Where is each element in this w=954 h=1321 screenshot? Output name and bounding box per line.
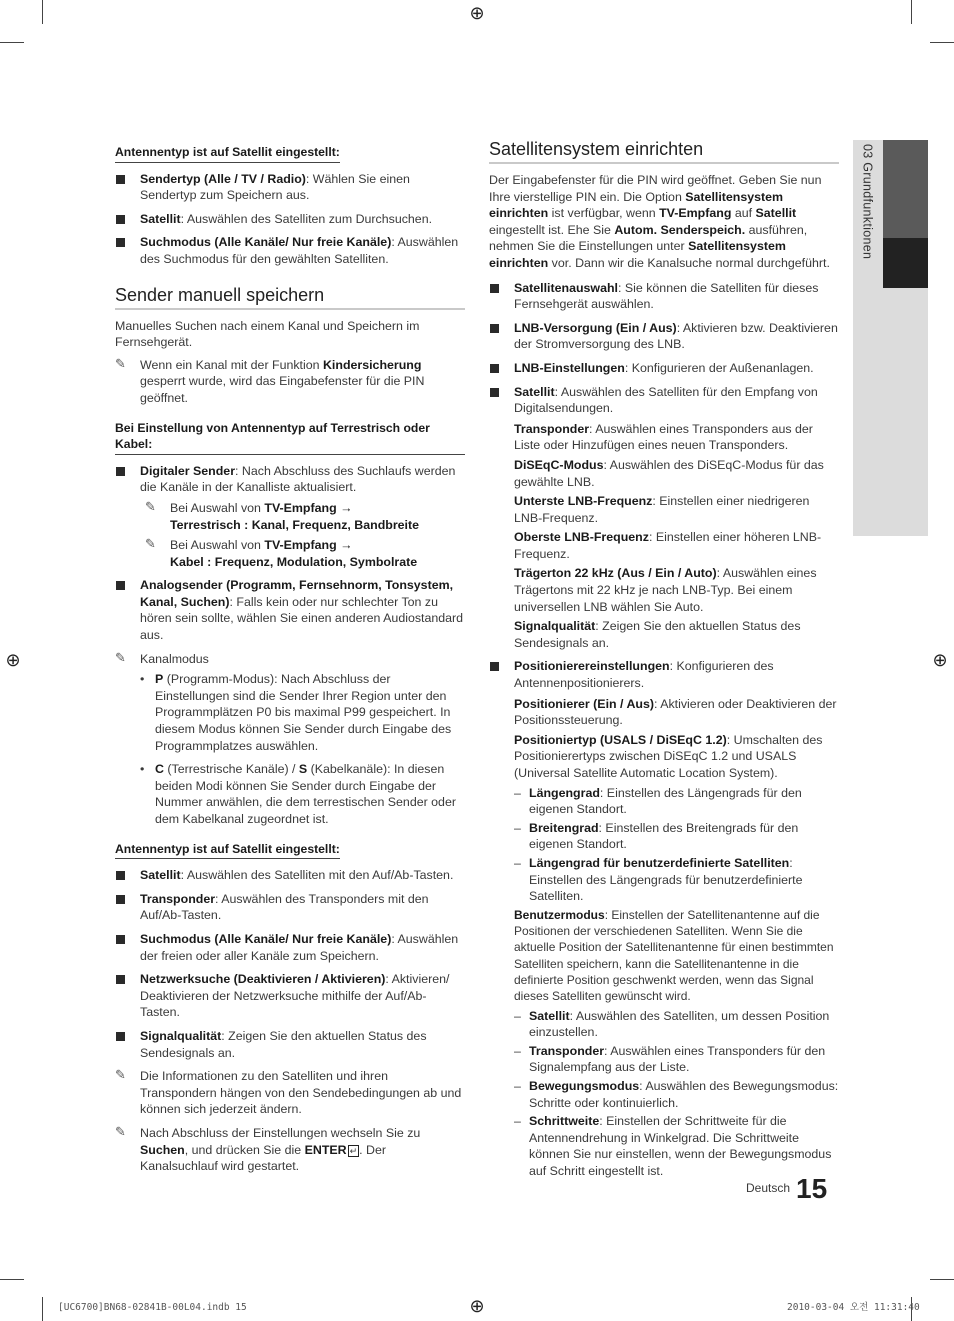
subheading: Antennentyp ist auf Satellit eingestellt: — [115, 144, 340, 163]
dot-item: • C (Terrestrische Kanäle) / S (Kabelkanäle): In diesen beiden Modi können Sie Sender durch Eingabe der Nummer anwählen, die dem terrestischen Sender oder dem Kabelkanal zugeordnet ist. — [140, 762, 456, 826]
dot-item: • P (Programm-Modus): Nach Abschluss der Einstellungen sind die Sender Ihrer Region unter den Programmplätzen P0 bis maximal P99 gespeichert. In diesem Modus können Sie Sender durch Eingabe des Programmplatzes auswählen. — [140, 672, 452, 753]
sub-item: DiSEqC-Modus: Auswählen des DiSEqC-Modus für das gewählte LNB. — [514, 457, 824, 489]
registration-mark-icon: ⊕ — [932, 650, 948, 670]
bullet-item: Positionierereinstellungen: Konfigurieren des Antennenpositionierers. — [489, 658, 839, 691]
left-column — [115, 138, 465, 1182]
dash-item: – Satellit: Auswählen des Satelliten, um dessen Position einzustellen. — [514, 1008, 830, 1040]
registration-mark-icon: ⊕ — [469, 3, 485, 23]
dash-item: – Breitengrad: Einstellen des Breitengrads für den eigenen Standort. — [514, 820, 799, 852]
bullet-item: Sendertyp (Alle / TV / Radio): Wählen Sie einen Sendertyp zum Speichern aus. — [115, 171, 465, 204]
crop-mark — [930, 42, 954, 43]
chapter-side-tab — [853, 140, 928, 536]
subheading: Bei Einstellung von Antennentyp auf Terrestrisch oder Kabel: — [115, 420, 465, 455]
note: ✎ Bei Auswahl von TV-Empfang → Kabel : Frequenz, Modulation, Symbolrate — [145, 536, 418, 569]
right-column — [489, 138, 839, 1181]
note: ✎ Die Informationen zu den Satelliten und ihren Transpondern hängen von den Sendebedingungen ab und können sich jederzeit ändern. — [115, 1067, 462, 1117]
registration-mark-icon: ⊕ — [469, 1296, 485, 1316]
bullet-item: Digitaler Sender: Nach Abschluss des Suchlaufs werden die Kanäle in der Kanalliste aktualisiert. — [115, 463, 465, 496]
bullet-item: Netzwerksuche (Deaktivieren / Aktivieren): Aktivieren/ Deaktivieren der Netzwerksuche mithilfe der Auf/Ab-Tasten. — [115, 971, 465, 1021]
sub-item: Positioniertyp (USALS / DiSEqC 1.2): Umschalten des Positionierertyps zwischen DiSEqC 1.2 und USALS (Universal Satellite Automatic Location System). — [514, 732, 823, 780]
page-footer — [746, 1173, 828, 1204]
bullet-item: Satellit: Auswählen des Satelliten mit den Auf/Ab-Tasten. — [115, 867, 465, 884]
bullet-item: Satellit: Auswählen des Satelliten zum Durchsuchen. — [115, 211, 465, 228]
subheading: Antennentyp ist auf Satellit eingestellt: — [115, 841, 340, 860]
side-tab-label: 03 Grundfunktionen — [860, 144, 875, 260]
intro-text: Manuelles Suchen nach einem Kanal und Speichern im Fernsehgerät. — [115, 318, 420, 350]
page-number: 15 — [796, 1173, 828, 1204]
note: ✎ Wenn ein Kanal mit der Funktion Kindersicherung gesperrt wurde, wird das Eingabefenster für die PIN geöffnet. — [115, 355, 425, 405]
sub-item: Positionierer (Ein / Aus): Aktivieren oder Deaktivieren der Positionssteuerung. — [514, 696, 837, 728]
crop-mark — [911, 0, 912, 24]
dash-item: – Längengrad für benutzerdefinierte Satelliten: Einstellen des Längengrads für benutzerdefinierte Satelliten. — [514, 855, 803, 904]
note: ✎ Kanalmodus — [115, 649, 209, 666]
pencil-icon: ✎ — [115, 649, 126, 665]
registration-mark-icon: ⊕ — [5, 650, 21, 670]
note: ✎ Bei Auswahl von TV-Empfang → Terrestrisch : Kanal, Frequenz, Bandbreite — [145, 498, 420, 532]
crop-mark — [0, 1279, 24, 1280]
crop-mark — [42, 0, 43, 24]
sub-item: Trägerton 22 kHz (Aus / Ein / Auto): Auswählen eines Trägertons mit 22 kHz je nach LNB-Typ. Bei einem universellen LNB wählen Sie Auto. — [514, 566, 817, 614]
dash-item: – Bewegungsmodus: Auswählen des Bewegungsmodus: Schritte oder kontinuierlich. — [514, 1078, 839, 1110]
side-tab-shade — [883, 140, 928, 238]
crop-mark — [0, 42, 24, 43]
pencil-icon: ✎ — [115, 1067, 126, 1083]
crop-mark — [930, 1279, 954, 1280]
sub-item: Signalqualität: Zeigen Sie den aktuellen Status des Sendesignals an. — [514, 619, 801, 650]
dash-item: – Transponder: Auswählen eines Transponders für den Signalempfang aus der Liste. — [514, 1043, 826, 1075]
bullet-item: Analogsender (Programm, Fernsehnorm, Tonsystem, Kanal, Suchen): Falls kein oder nur schlechter Ton zu hören sein sollte, wählen Sie einen anderen Audiostandard aus. — [115, 577, 465, 643]
dash-item: – Schrittweite: Einstellen der Schrittweite für die Antennendrehung in Winkelgrad. Die Schrittweite können Sie nur einstellen, wenn der Bewegungsmodus auf Schritt eingestellt ist. — [514, 1114, 832, 1178]
print-info-right: 2010-03-04 오전 11:31:40 — [787, 1302, 920, 1313]
bullet-item: LNB-Versorgung (Ein / Aus): Aktivieren bzw. Deaktivieren der Stromversorgung des LNB. — [489, 320, 839, 353]
print-info-left: [UC6700]BN68-02841B-00L04.indb 15 — [58, 1302, 247, 1313]
bullet-item: Suchmodus (Alle Kanäle/ Nur freie Kanäle): Auswählen des Suchmodus für den gewählten Satelliten. — [115, 234, 465, 267]
sub-item: Unterste LNB-Frequenz: Einstellen einer niedrigeren LNB-Frequenz. — [514, 494, 810, 525]
footer-language: Deutsch — [746, 1181, 791, 1195]
pencil-icon: ✎ — [115, 355, 126, 371]
bullet-item: Transponder: Auswählen des Transponders mit den Auf/Ab-Tasten. — [115, 891, 465, 924]
intro-text: Der Eingabefenster für die PIN wird geöffnet. Geben Sie nun Ihre vierstellige PIN ein. Die Option Satellitensystem einrichten ist verfügbar, wenn TV-Empfang auf Satellit eingestellt ist. Ehe Sie Autom. Senderspeich. ausführen, nehmen Sie die Einstellungen unter Satellitensystem einrichten vor. Dann wir die Kanalsuche normal durchgeführt. — [489, 173, 830, 270]
pencil-icon: ✎ — [145, 536, 156, 552]
bullet-item: Satellit: Auswählen des Satelliten für den Empfang von Digitalsendungen. — [489, 384, 839, 417]
pencil-icon: ✎ — [115, 1123, 126, 1139]
section-title: Satellitensystem einrichten — [489, 138, 839, 164]
sub-item: Benutzermodus: Einstellen der Satellitenantenne auf die Positionen der verschiedenen Satelliten. Wenn Sie die aktuelle Position der Satellitenantenne für einen bestimmten Satelliten speichern, kann die Satellitenantenne in die definierte Position geschwenkt werden, wenn das Signal dieses Satelliten gewünscht wird. — [514, 907, 834, 1004]
dash-item: – Längengrad: Einstellen des Längengrads für den eigenen Standort. — [514, 785, 802, 817]
sub-item: Transponder: Auswählen eines Transponders aus der Liste oder Hinzufügen eines neuen Transponders. — [514, 421, 813, 453]
crop-mark — [42, 1297, 43, 1321]
side-tab-marker — [883, 238, 928, 288]
section-title: Sender manuell speichern — [115, 284, 465, 310]
note: ✎ Nach Abschluss der Einstellungen wechseln Sie zu Suchen, und drücken Sie die ENTER ↵ . Der Kanalsuchlauf wird gestartet. — [115, 1123, 421, 1174]
sub-item: Oberste LNB-Frequenz: Einstellen einer höheren LNB-Frequenz. — [514, 530, 822, 561]
bullet-item: Satellitenauswahl: Sie können die Satelliten für dieses Fernsehgerät auswählen. — [489, 280, 839, 313]
bullet-item: Signalqualität: Zeigen Sie den aktuellen Status des Sendesignals an. — [115, 1028, 465, 1061]
bullet-item: LNB-Einstellungen: Konfigurieren der Außenanlagen. — [489, 360, 839, 377]
enter-icon: ↵ — [349, 1145, 358, 1156]
pencil-icon: ✎ — [145, 498, 156, 514]
bullet-item: Suchmodus (Alle Kanäle/ Nur freie Kanäle): Auswählen der freien oder aller Kanäle zum Speichern. — [115, 931, 465, 964]
